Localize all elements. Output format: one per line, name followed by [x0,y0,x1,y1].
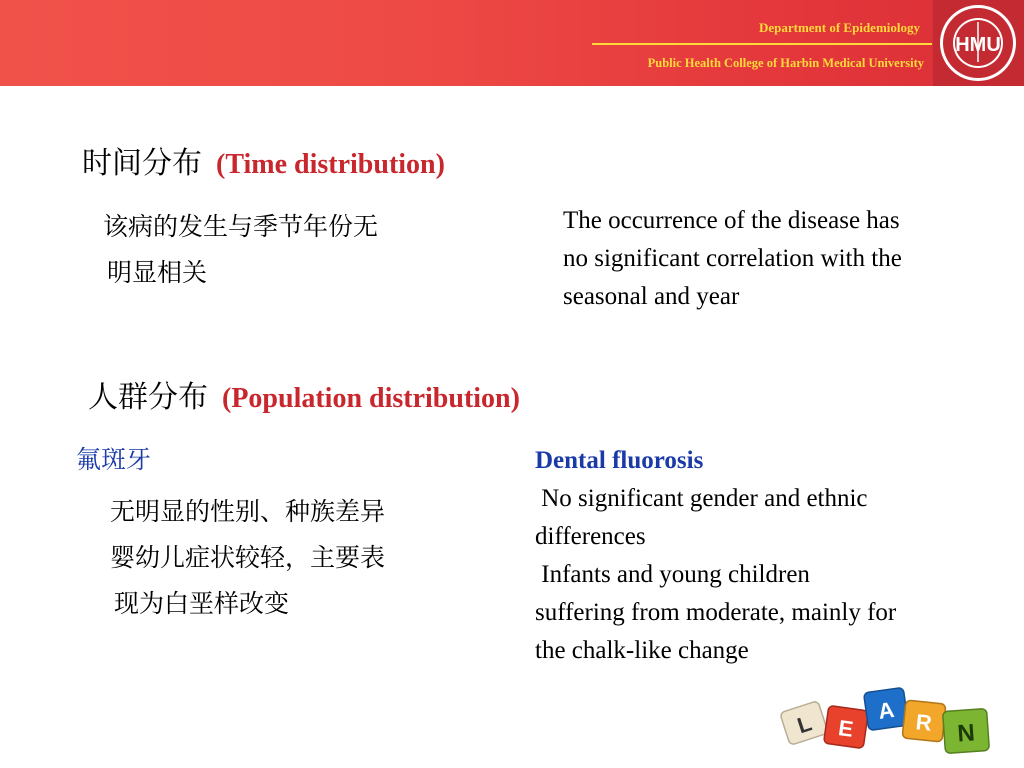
time-zh-line: 该病的发生与季节年份无 [103,212,379,241]
population-zh-line: 婴幼儿症状较轻，主要表 [110,543,386,572]
population-section-title [88,372,520,416]
population-en-line: Infants and young children [535,561,810,588]
population-en-line: No significant gender and ethnic [535,485,868,512]
time-en-line: seasonal and year [563,283,740,310]
learn-letter: R [914,709,934,736]
population-zh-text [76,437,385,627]
header-divider [592,43,932,45]
learn-piece-e [824,705,869,748]
learn-letter: N [956,719,976,748]
learn-puzzle-graphic [780,680,1000,762]
header-banner [0,0,1024,86]
learn-piece-n [943,709,990,754]
learn-piece-l [780,701,828,746]
population-en-line: suffering from moderate, mainly for [535,599,897,626]
learn-letter: E [836,715,855,742]
learn-letter: A [876,697,896,724]
learn-piece-a [864,687,909,730]
population-en-line: differences [535,523,646,550]
population-en-text [535,442,896,670]
time-en-line: The occurrence of the disease has [563,207,900,234]
time-en-text [563,202,902,316]
time-title-en: (Time distribution) [216,149,445,180]
population-title-en: (Population distribution) [222,383,520,414]
department-name: Department of Epidemiology [758,20,920,35]
time-zh-text [103,204,378,296]
college-name: Public Health College of Harbin Medical University [647,56,924,70]
dental-fluorosis-heading-zh: 氟斑牙 [76,445,152,474]
dental-fluorosis-heading-en: Dental fluorosis [535,447,704,474]
learn-piece-r [902,700,946,742]
population-zh-line: 现为白垩样改变 [114,589,290,618]
hmu-logo-icon [935,0,1021,86]
time-zh-line: 明显相关 [107,258,208,287]
time-en-line: no significant correlation with the [563,245,902,272]
learn-letter: L [794,710,815,739]
time-title-zh: 时间分布 [82,146,202,181]
university-logo [933,0,1024,86]
logo-text: HMU [955,34,1001,56]
population-zh-line: 无明显的性别、种族差异 [110,497,386,526]
population-en-line: the chalk-like change [535,637,749,664]
time-section-title [82,138,445,182]
population-title-zh: 人群分布 [88,380,208,415]
